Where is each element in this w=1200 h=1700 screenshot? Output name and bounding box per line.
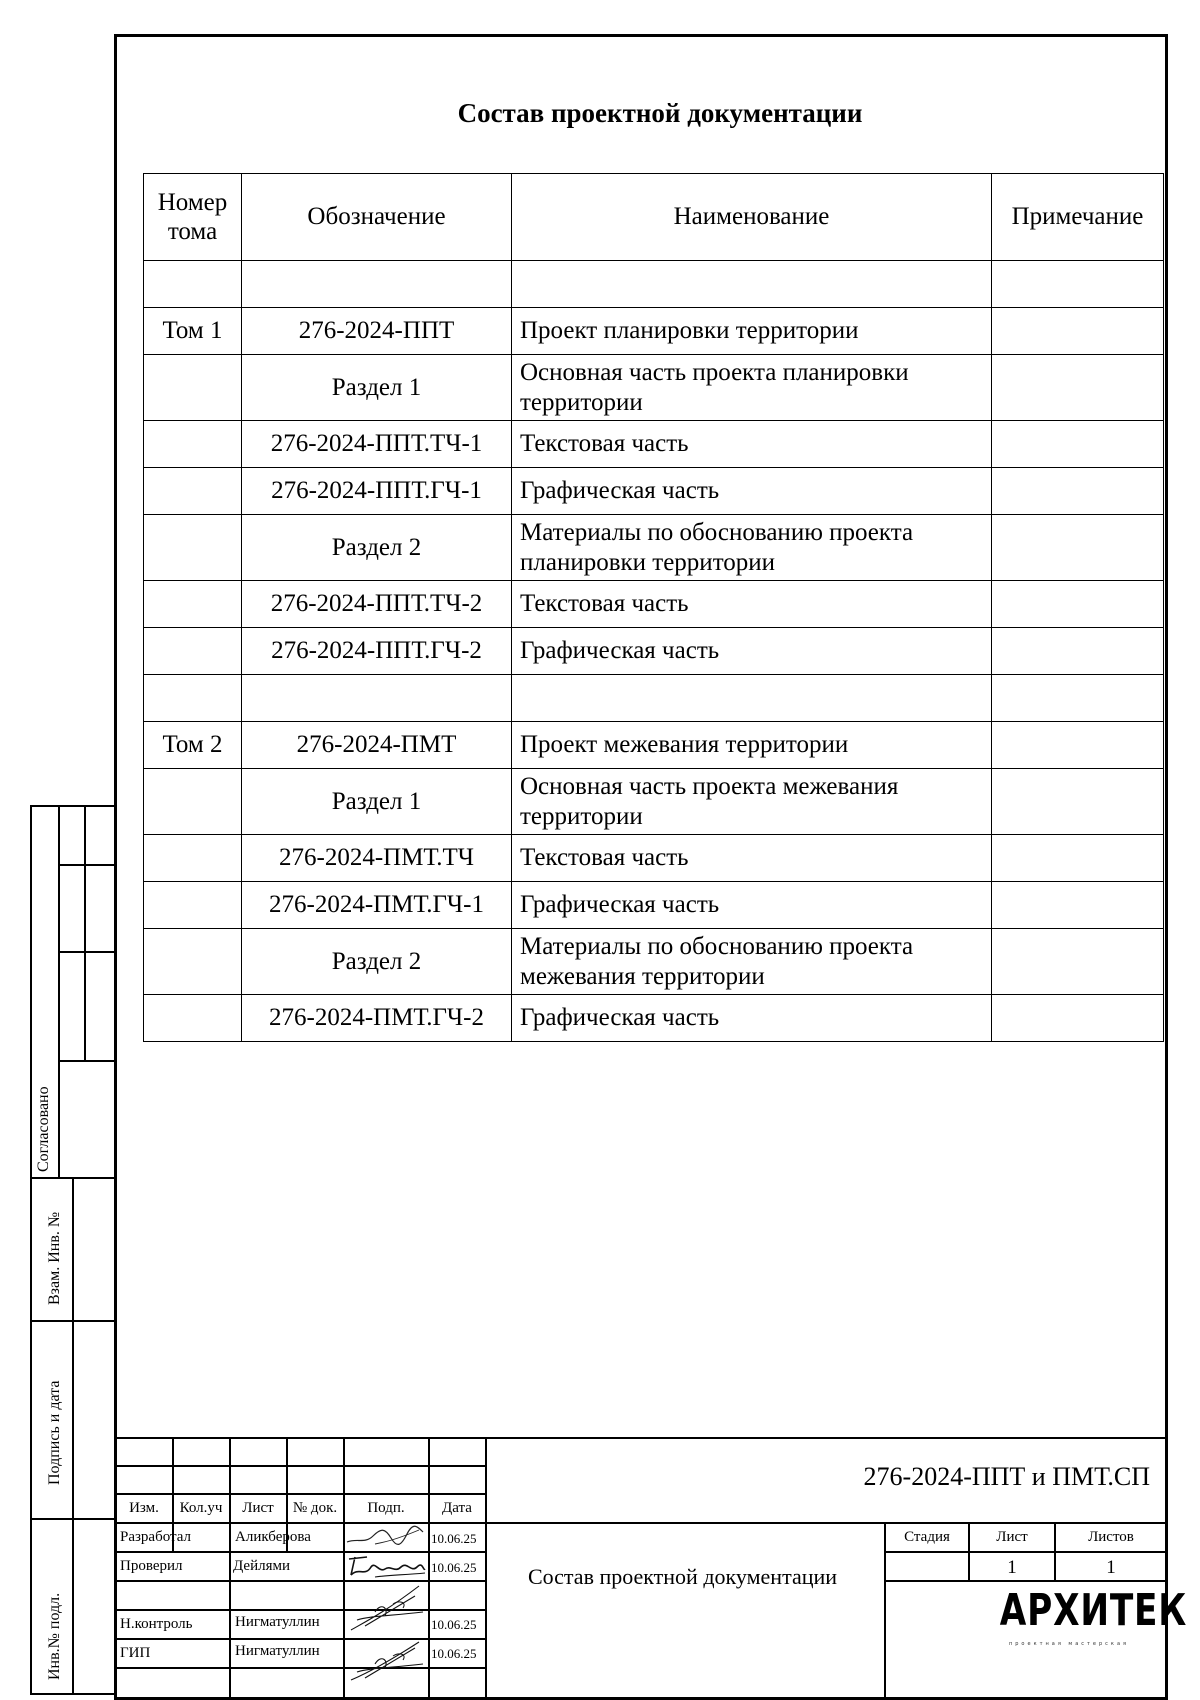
side-stamp-line <box>58 1060 114 1062</box>
cell-note <box>992 421 1164 468</box>
header-name: Наименование <box>512 174 992 261</box>
cell-designation: 276-2024-ПМТ.ГЧ-1 <box>242 882 512 929</box>
cell-name: Основная часть проекта планировки территории <box>512 355 992 421</box>
signature-developer <box>345 1524 427 1552</box>
cell-volume: Том 1 <box>144 308 242 355</box>
title-block-line <box>114 1580 486 1582</box>
cell-note <box>992 581 1164 628</box>
title-block-line <box>485 1437 487 1697</box>
cell-designation: 276-2024-ППТ.ГЧ-2 <box>242 628 512 675</box>
cell-note <box>992 722 1164 769</box>
cell-name: Текстовая часть <box>512 835 992 882</box>
tb-name-chief-engineer: Нигматуллин <box>235 1643 320 1659</box>
cell-name: Основная часть проекта межевания территории <box>512 769 992 835</box>
tb-name-checker: Дейлями <box>233 1558 291 1574</box>
table-row <box>144 628 1164 675</box>
title-block-line <box>884 1580 1168 1582</box>
company-logo: АРХИТЕК <box>999 1585 1188 1636</box>
cell-designation: 276-2024-ПМТ <box>242 722 512 769</box>
cell-volume <box>144 355 242 421</box>
side-stamp-line <box>30 805 32 1177</box>
tb-stage-label: Стадия <box>904 1529 950 1545</box>
tb-header-date: Дата <box>442 1500 472 1516</box>
cell-volume <box>144 835 242 882</box>
title-block-line <box>114 1522 1168 1524</box>
cell-note <box>992 515 1164 581</box>
signature-chief-engineer <box>345 1640 427 1696</box>
tb-date-chief-engineer: 10.06.25 <box>431 1646 477 1661</box>
tb-header-doc-no: № док. <box>292 1500 338 1516</box>
side-stamp-agreed: Согласовано <box>35 1086 52 1172</box>
table-row <box>144 882 1164 929</box>
table-row <box>144 835 1164 882</box>
cell-name: Графическая часть <box>512 628 992 675</box>
cell-volume: Том 2 <box>144 722 242 769</box>
table-row <box>144 995 1164 1042</box>
tb-sheets-label: Листов <box>1088 1529 1134 1545</box>
title-block-line <box>884 1551 1168 1553</box>
cell-volume <box>144 581 242 628</box>
cell-volume <box>144 515 242 581</box>
cell-name <box>512 675 992 722</box>
table-row <box>144 515 1164 581</box>
side-stamp-inv-original: Инв.№ подл. <box>46 1592 63 1680</box>
side-stamp-line <box>84 805 86 1060</box>
cell-designation: 276-2024-ППТ.ТЧ-1 <box>242 421 512 468</box>
table-row <box>144 421 1164 468</box>
cell-note <box>992 468 1164 515</box>
side-stamp-replaced-inv: Взам. Инв. № <box>46 1211 63 1305</box>
cell-note <box>992 929 1164 995</box>
table-row <box>144 355 1164 421</box>
cell-name: Графическая часть <box>512 468 992 515</box>
signature-checker <box>345 1553 427 1581</box>
table-row <box>144 929 1164 995</box>
sheet-title: Состав проектной документации <box>527 1564 838 1589</box>
cell-name <box>512 261 992 308</box>
cell-name: Графическая часть <box>512 882 992 929</box>
tb-header-sheet: Лист <box>242 1500 274 1516</box>
tb-header-count: Кол.уч <box>179 1500 223 1516</box>
title-block-line <box>114 1551 486 1553</box>
cell-designation: 276-2024-ПМТ.ГЧ-2 <box>242 995 512 1042</box>
document-title: Состав проектной документации <box>457 98 863 128</box>
tb-date-developer: 10.06.25 <box>431 1531 477 1546</box>
tb-role-checker: Проверил <box>120 1558 183 1574</box>
cell-volume <box>144 628 242 675</box>
cell-name: Проект межевания территории <box>512 722 992 769</box>
cell-designation: Раздел 1 <box>242 355 512 421</box>
cell-name: Текстовая часть <box>512 421 992 468</box>
side-stamp-line <box>72 1177 74 1695</box>
document-code: 276-2024-ППТ и ПМТ.СП <box>863 1462 1150 1491</box>
title-block-line <box>229 1437 231 1697</box>
cell-note <box>992 628 1164 675</box>
title-block-line <box>114 1667 486 1669</box>
cell-volume <box>144 995 242 1042</box>
documentation-table <box>143 173 1164 1042</box>
cell-designation: 276-2024-ПМТ.ТЧ <box>242 835 512 882</box>
tb-date-norm-control: 10.06.25 <box>431 1617 477 1632</box>
tb-role-developer: Разработал <box>120 1529 192 1545</box>
tb-name-developer: Аликберова <box>235 1529 311 1545</box>
title-block-line <box>114 1638 486 1640</box>
table-row <box>144 468 1164 515</box>
cell-designation: 276-2024-ППТ.ТЧ-2 <box>242 581 512 628</box>
title-block-line <box>428 1437 430 1697</box>
table-row <box>144 581 1164 628</box>
cell-note <box>992 355 1164 421</box>
signature-norm-control <box>345 1582 427 1638</box>
cell-note <box>992 769 1164 835</box>
cell-volume <box>144 675 242 722</box>
side-stamp-line <box>30 805 114 807</box>
cell-note <box>992 995 1164 1042</box>
tb-sheet-value: 1 <box>1007 1557 1017 1578</box>
table-row <box>144 308 1164 355</box>
header-designation: Обозначение <box>242 174 512 261</box>
cell-volume <box>144 929 242 995</box>
cell-name: Графическая часть <box>512 995 992 1042</box>
cell-note <box>992 261 1164 308</box>
cell-note <box>992 308 1164 355</box>
side-stamp-line <box>30 1518 114 1520</box>
header-volume: Номер тома <box>144 174 242 261</box>
cell-volume <box>144 769 242 835</box>
company-tagline: проектная мастерская <box>1008 1641 1130 1647</box>
cell-designation: Раздел 2 <box>242 929 512 995</box>
cell-volume <box>144 468 242 515</box>
side-stamp-line <box>30 1320 114 1322</box>
cell-designation <box>242 675 512 722</box>
cell-volume <box>144 882 242 929</box>
side-stamp-line <box>58 805 60 1177</box>
cell-designation <box>242 261 512 308</box>
side-stamp-line <box>30 1177 32 1695</box>
cell-name: Текстовая часть <box>512 581 992 628</box>
cell-name: Материалы по обоснованию проекта межевания территории <box>512 929 992 995</box>
tb-header-change: Изм. <box>129 1500 159 1516</box>
cell-name: Материалы по обоснованию проекта планировки территории <box>512 515 992 581</box>
side-stamp-line <box>30 1177 114 1179</box>
cell-designation: 276-2024-ППТ <box>242 308 512 355</box>
tb-name-norm-control: Нигматуллин <box>235 1614 320 1630</box>
title-block-line <box>884 1522 886 1697</box>
header-note: Примечание <box>992 174 1164 261</box>
title-block-line <box>114 1437 1168 1439</box>
cell-designation: 276-2024-ППТ.ГЧ-1 <box>242 468 512 515</box>
table-header-row <box>144 174 1164 261</box>
side-stamp-signature-date: Подпись и дата <box>46 1380 63 1485</box>
cell-volume <box>144 261 242 308</box>
tb-date-checker: 10.06.25 <box>431 1560 477 1575</box>
cell-name: Проект планировки территории <box>512 308 992 355</box>
side-stamp-line <box>58 864 114 866</box>
cell-designation: Раздел 2 <box>242 515 512 581</box>
table-row <box>144 769 1164 835</box>
cell-note <box>992 675 1164 722</box>
table-row <box>144 675 1164 722</box>
cell-note <box>992 882 1164 929</box>
title-block-line <box>114 1465 486 1467</box>
cell-note <box>992 835 1164 882</box>
tb-role-norm-control: Н.контроль <box>120 1616 193 1632</box>
tb-sheets-value: 1 <box>1106 1557 1116 1578</box>
cell-volume <box>144 421 242 468</box>
tb-role-chief-engineer: ГИП <box>120 1645 151 1661</box>
title-block-line <box>114 1609 486 1611</box>
tb-sheet-label: Лист <box>996 1529 1028 1545</box>
table-row <box>144 261 1164 308</box>
title-block-line <box>114 1493 486 1495</box>
table-row <box>144 722 1164 769</box>
side-stamp-line <box>30 1693 114 1695</box>
cell-designation: Раздел 1 <box>242 769 512 835</box>
side-stamp-line <box>58 951 114 953</box>
tb-header-signature: Подп. <box>367 1500 405 1516</box>
